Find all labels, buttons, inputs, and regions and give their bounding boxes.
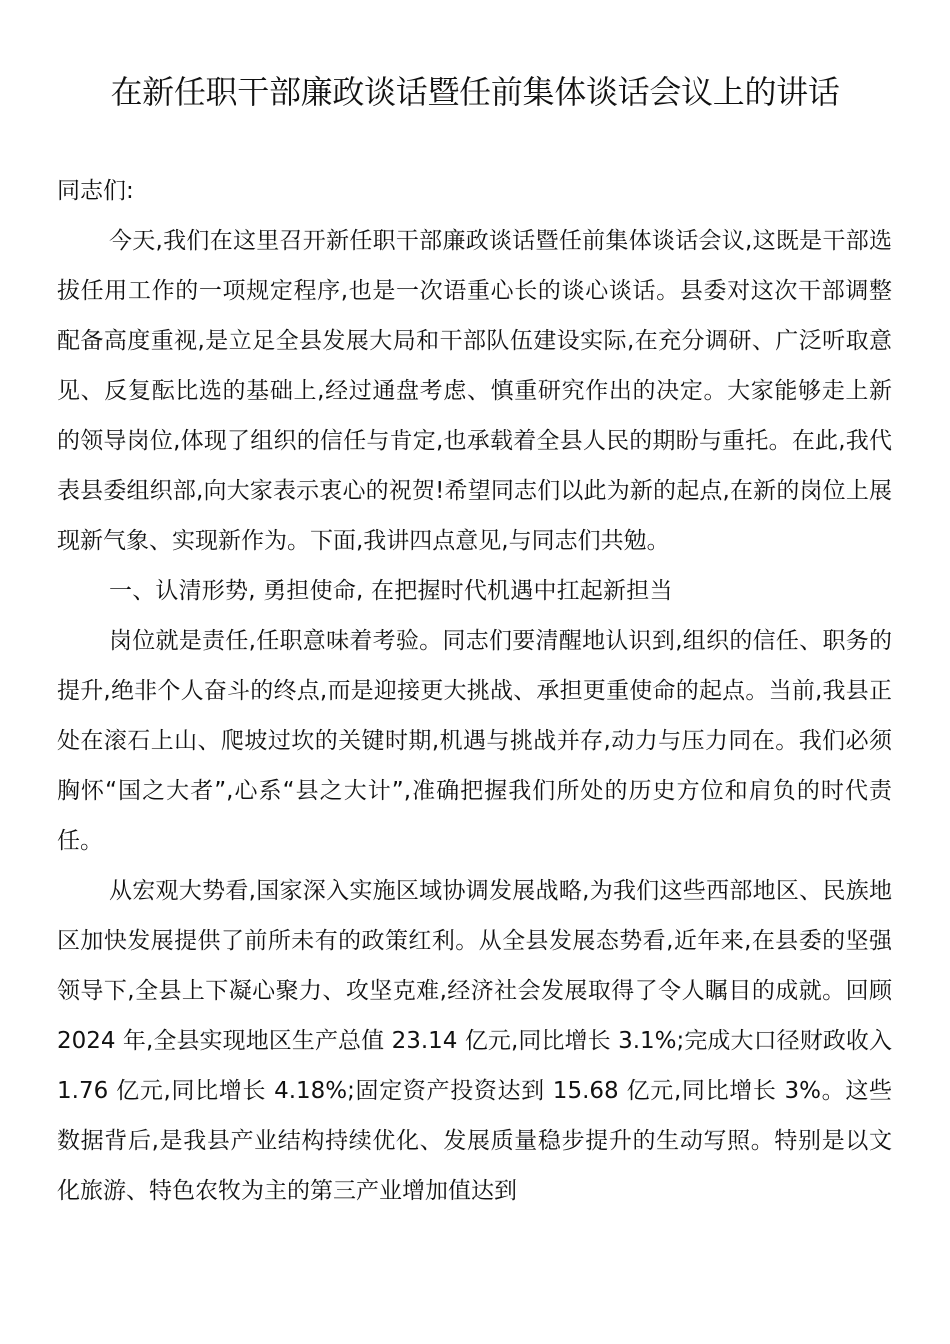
opening-paragraph: 今天,我们在这里召开新任职干部廉政谈话暨任前集体谈话会议,这既是干部选拔任用工作的一项规定程序,也是一次语重心长的谈心谈话。县委对这次干部调整配备高度重视,是立足全县发展大局和干部队伍建设实际,在充分调研、广泛听取意见、反复酝比选的基础上,经过通盘考虑、慎重研究作出的决定。大家能够走上新的领导岗位,体现了组织的信任与肯定,也承载着全县人民的期盼与重托。在此,我代表县委组织部,向大家表示衷心的祝贺!希望同志们以此为新的起点,在新的岗位上展现新气象、实现新作为。下面,我讲四点意见,与同志们共勉。 — [57, 228, 892, 554]
section-heading-1: 一、认清形势, 勇担使命, 在把握时代机遇中扛起新担当 — [109, 578, 673, 604]
section-1-paragraph: 岗位就是责任,任职意味着考验。同志们要清醒地认识到,组织的信任、职务的提升,绝非个人奋斗的终点,而是迎接更大挑战、承担更重使命的起点。当前,我县正处在滚石上山、爬坡过坎的关键时期,机遇与挑战并存,动力与压力同在。我们必须胸怀“国之大者”,心系“县之大计”,准确把握我们所处的历史方位和肩负的时代责任。 — [57, 628, 892, 854]
section-1-paragraph: 从宏观大势看,国家深入实施区域协调发展战略,为我们这些西部地区、民族地区加快发展提供了前所未有的政策红利。从全县发展态势看,近年来,在县委的坚强领导下,全县上下凝心聚力、攻坚克难,经济社会发展取得了令人瞩目的成就。回顾 2024 年,全县实现地区生产总值 23.14 亿元,同比增长 3.1%;完成大口径财政收入 1.76 亿元,同比增长 4.18%;固定资产投资达到 15.68 亿元,同比增长 3%。这些数据背后,是我县产业结构持续优化、发展质量稳步提升的生动写照。特别是以文化旅游、特色农牧为主的第三产业增加值达到 — [57, 878, 892, 1204]
document-body — [57, 166, 892, 1216]
salutation: 同志们: — [57, 178, 134, 204]
document-title: 在新任职干部廉政谈话暨任前集体谈话会议上的讲话 — [110, 73, 840, 111]
